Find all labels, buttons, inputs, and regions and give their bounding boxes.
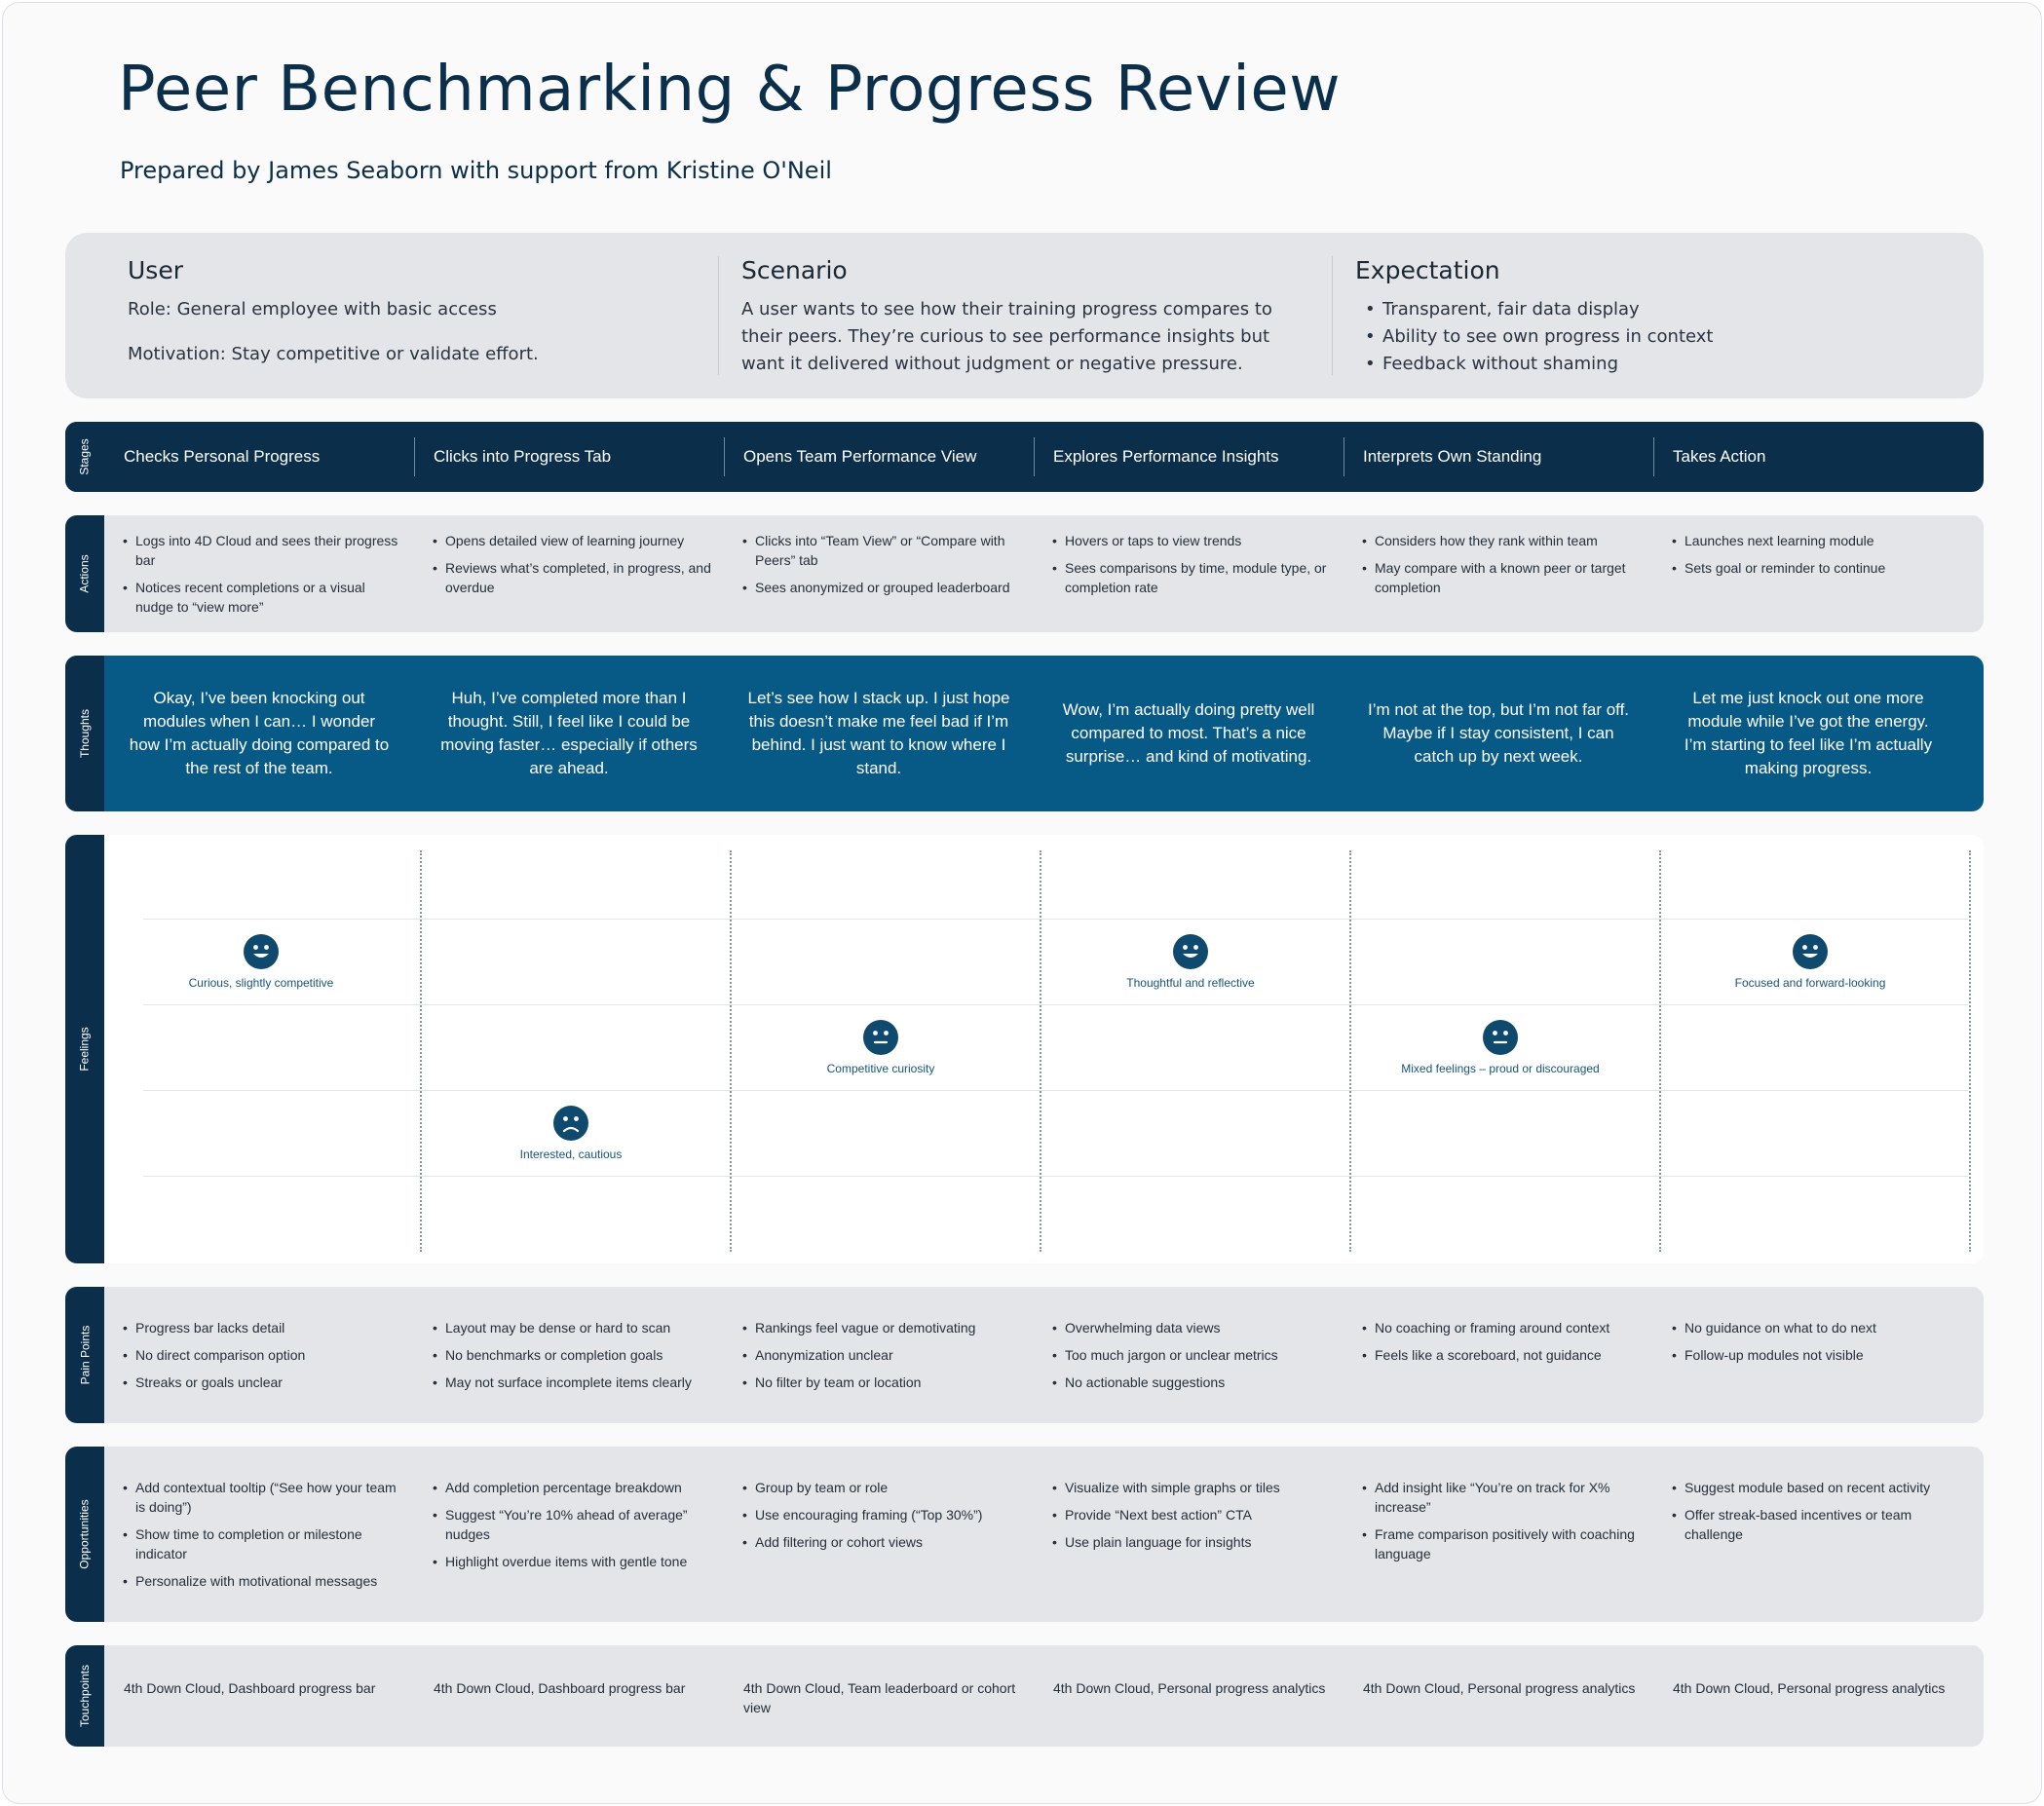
feeling-label: Interested, cautious — [519, 1148, 623, 1161]
feeling-point — [1036, 934, 1345, 990]
pain-points-row — [65, 1287, 1984, 1423]
pain-point-item: • Progress bar lacks detail — [116, 1318, 408, 1337]
feeling-point — [1655, 934, 1965, 990]
pain-point-item: • No filter by team or location — [736, 1373, 1028, 1392]
feeling-column-divider — [1969, 850, 1971, 1252]
opportunity-item: • Use plain language for insights — [1045, 1532, 1338, 1552]
stages-row — [65, 422, 1984, 492]
opportunity-item: • Add filtering or cohort views — [736, 1532, 1028, 1552]
row-label-actions: Actions — [65, 515, 104, 632]
action-item: • Reviews what’s completed, in progress, and overdue — [426, 558, 714, 597]
stage-cell: Opens Team Performance View — [743, 447, 977, 466]
action-item: • Logs into 4D Cloud and sees their progress bar — [116, 531, 404, 570]
feeling-label: Focused and forward-looking — [1734, 976, 1886, 990]
feeling-column-divider — [1659, 850, 1661, 1252]
action-cell — [1344, 515, 1653, 632]
feeling-gridline — [143, 1176, 1968, 1177]
thought-cell: Let me just knock out one more module while I’ve got the energy. I’m starting to feel like I’m actually making progress. — [1684, 689, 1933, 777]
stage-cell: Clicks into Progress Tab — [434, 447, 612, 466]
action-cell — [414, 515, 724, 632]
pain-point-cell — [1653, 1287, 1963, 1423]
expectation-heading: Expectation — [1355, 256, 1500, 284]
opportunity-item: • Add contextual tooltip (“See how your team is doing”) — [116, 1478, 408, 1517]
pain-point-cell — [414, 1287, 724, 1423]
pain-point-item: • No actionable suggestions — [1045, 1373, 1338, 1392]
smiley-face-icon — [1793, 934, 1828, 969]
opportunity-item: • Provide “Next best action” CTA — [1045, 1505, 1338, 1524]
actions-row — [65, 515, 1984, 632]
opportunity-item: • Personalize with motivational messages — [116, 1571, 408, 1591]
pain-point-cell — [104, 1287, 414, 1423]
action-item: • Hovers or taps to view trends — [1045, 531, 1334, 550]
action-item: • Considers how they rank within team — [1355, 531, 1644, 550]
feeling-gridline — [143, 1090, 1968, 1091]
feeling-point — [726, 1020, 1036, 1075]
summary-scenario — [741, 256, 1306, 378]
opportunity-item: • Use encouraging framing (“Top 30%”) — [736, 1505, 1028, 1524]
feeling-point — [416, 1106, 726, 1161]
row-label-touchpoints: Touchpoints — [65, 1645, 104, 1747]
feelings-row — [65, 835, 1984, 1263]
expectation-item: • Feedback without shaming — [1355, 351, 1940, 378]
summary-divider — [1332, 256, 1333, 375]
opportunity-item: • Highlight overdue items with gentle tone — [426, 1552, 718, 1571]
row-label-thoughts: Thoughts — [65, 656, 104, 811]
neutral-face-icon — [863, 1020, 898, 1055]
stage-divider — [1034, 437, 1035, 476]
stage-divider — [724, 437, 725, 476]
touchpoint-cell: 4th Down Cloud, Team leaderboard or cohort view — [743, 1680, 1016, 1715]
thought-cell: Okay, I’ve been knocking out modules when I can… I wonder how I’m actually doing compared to the rest of the team. — [129, 689, 390, 777]
frowning-face-icon — [553, 1106, 588, 1141]
pain-point-item: • Feels like a scoreboard, not guidance — [1355, 1345, 1647, 1365]
row-label-opportunities: Opportunities — [65, 1447, 104, 1622]
row-label-pain-points: Pain Points — [65, 1287, 104, 1423]
pain-point-cell — [1034, 1287, 1344, 1423]
opportunity-cell — [1344, 1447, 1653, 1622]
pain-point-item: • No coaching or framing around context — [1355, 1318, 1647, 1337]
opportunity-item: • Add insight like “You’re on track for X% increase” — [1355, 1478, 1647, 1517]
opportunity-item: • Suggest “You’re 10% ahead of average” nudges — [426, 1505, 718, 1544]
action-item: • May compare with a known peer or target completion — [1355, 558, 1644, 597]
opportunity-item: • Frame comparison positively with coaching language — [1355, 1524, 1647, 1563]
pain-point-item: • Follow-up modules not visible — [1665, 1345, 1957, 1365]
thought-cell: Let’s see how I stack up. I just hope this doesn’t make me feel bad if I’m behind. I just want to know where I stand. — [747, 689, 1010, 777]
opportunity-cell — [104, 1447, 414, 1622]
journey-map-page — [2, 2, 2042, 1804]
pain-point-item: • Anonymization unclear — [736, 1345, 1028, 1365]
pain-point-cell — [1344, 1287, 1653, 1423]
summary-user — [128, 256, 673, 368]
pain-point-item: • Too much jargon or unclear metrics — [1045, 1345, 1338, 1365]
stage-divider — [414, 437, 415, 476]
action-item: • Notices recent completions or a visual nudge to “view more” — [116, 578, 404, 617]
row-label-stages: Stages — [65, 422, 104, 492]
opportunity-item: • Group by team or role — [736, 1478, 1028, 1497]
scenario-text: A user wants to see how their training progress compares to their peers. They’re curious to see performance insights but want it delivered without judgment or negative pressure. — [741, 299, 1272, 374]
touchpoint-cell: 4th Down Cloud, Dashboard progress bar — [124, 1680, 376, 1696]
touchpoint-cell: 4th Down Cloud, Personal progress analytics — [1053, 1680, 1326, 1696]
stage-cell: Checks Personal Progress — [124, 447, 321, 466]
action-item: • Sees anonymized or grouped leaderboard — [736, 578, 1024, 597]
summary-divider — [718, 256, 719, 375]
pain-point-item: • Streaks or goals unclear — [116, 1373, 408, 1392]
opportunities-row — [65, 1447, 1984, 1622]
feeling-label: Curious, slightly competitive — [188, 976, 334, 990]
stage-divider — [1653, 437, 1654, 476]
pain-point-item: • Rankings feel vague or demotivating — [736, 1318, 1028, 1337]
opportunity-cell — [1653, 1447, 1963, 1622]
feeling-label: Thoughtful and reflective — [1126, 976, 1255, 990]
thought-cell: Huh, I’ve completed more than I thought. Still, I feel like I could be moving faster… especially if others are ahead. — [440, 689, 698, 777]
action-item: • Sees comparisons by time, module type, or completion rate — [1045, 558, 1334, 597]
feeling-label: Mixed feelings – proud or discouraged — [1401, 1062, 1600, 1075]
opportunity-cell — [724, 1447, 1034, 1622]
pain-point-cell — [724, 1287, 1034, 1423]
action-item: • Opens detailed view of learning journey — [426, 531, 714, 550]
action-cell — [724, 515, 1034, 632]
action-cell — [1653, 515, 1963, 632]
feeling-column-divider — [420, 850, 422, 1252]
action-item: • Clicks into “Team View” or “Compare with Peers” tab — [736, 531, 1024, 570]
action-item: • Sets goal or reminder to continue — [1665, 558, 1953, 578]
stage-cell: Explores Performance Insights — [1053, 447, 1279, 466]
page-subtitle: Prepared by James Seaborn with support from Kristine O'Neil — [120, 157, 832, 184]
opportunity-item: • Add completion percentage breakdown — [426, 1478, 718, 1497]
neutral-face-icon — [1483, 1020, 1518, 1055]
opportunity-item: • Visualize with simple graphs or tiles — [1045, 1478, 1338, 1497]
pain-point-item: • No direct comparison option — [116, 1345, 408, 1365]
feeling-gridline — [143, 919, 1968, 920]
row-label-feelings: Feelings — [65, 835, 104, 1263]
opportunity-item: • Offer streak-based incentives or team challenge — [1665, 1505, 1957, 1544]
stage-cell: Takes Action — [1673, 447, 1766, 466]
scenario-heading: Scenario — [741, 256, 848, 284]
opportunity-cell — [1034, 1447, 1344, 1622]
touchpoints-row — [65, 1645, 1984, 1747]
opportunity-item: • Show time to completion or milestone indicator — [116, 1524, 408, 1563]
user-role: Role: General employee with basic access — [128, 299, 497, 320]
touchpoint-cell: 4th Down Cloud, Personal progress analytics — [1363, 1680, 1636, 1696]
summary-expectation — [1355, 256, 1940, 378]
pain-point-item: • May not surface incomplete items clearly — [426, 1373, 718, 1392]
action-item: • Launches next learning module — [1665, 531, 1953, 550]
page-title: Peer Benchmarking & Progress Review — [118, 54, 1342, 126]
opportunity-item: • Suggest module based on recent activity — [1665, 1478, 1957, 1497]
action-cell — [104, 515, 414, 632]
feeling-label: Competitive curiosity — [826, 1062, 935, 1075]
expectation-item: • Ability to see own progress in context — [1355, 323, 1940, 351]
feeling-point — [1345, 1020, 1655, 1075]
thoughts-row — [65, 656, 1984, 811]
smiley-face-icon — [1173, 934, 1208, 969]
action-cell — [1034, 515, 1344, 632]
touchpoint-cell: 4th Down Cloud, Personal progress analytics — [1673, 1680, 1946, 1696]
feeling-gridline — [143, 1004, 1968, 1005]
pain-point-item: • Layout may be dense or hard to scan — [426, 1318, 718, 1337]
touchpoint-cell: 4th Down Cloud, Dashboard progress bar — [434, 1680, 686, 1696]
pain-point-item: • Overwhelming data views — [1045, 1318, 1338, 1337]
summary-panel — [65, 233, 1984, 398]
thought-cell: Wow, I’m actually doing pretty well compared to most. That’s a nice surprise… and kind of motivating. — [1062, 700, 1315, 766]
user-motivation: Motivation: Stay competitive or validate effort. — [128, 344, 539, 364]
smiley-face-icon — [244, 934, 279, 969]
stage-cell: Interprets Own Standing — [1363, 447, 1542, 466]
feeling-column-divider — [1040, 850, 1041, 1252]
opportunity-cell — [414, 1447, 724, 1622]
expectation-item: • Transparent, fair data display — [1355, 296, 1940, 323]
pain-point-item: • No guidance on what to do next — [1665, 1318, 1957, 1337]
pain-point-item: • No benchmarks or completion goals — [426, 1345, 718, 1365]
feeling-point — [106, 934, 416, 990]
thought-cell: I’m not at the top, but I’m not far off. Maybe if I stay consistent, I can catch up by next week. — [1367, 700, 1630, 766]
user-heading: User — [128, 256, 183, 284]
